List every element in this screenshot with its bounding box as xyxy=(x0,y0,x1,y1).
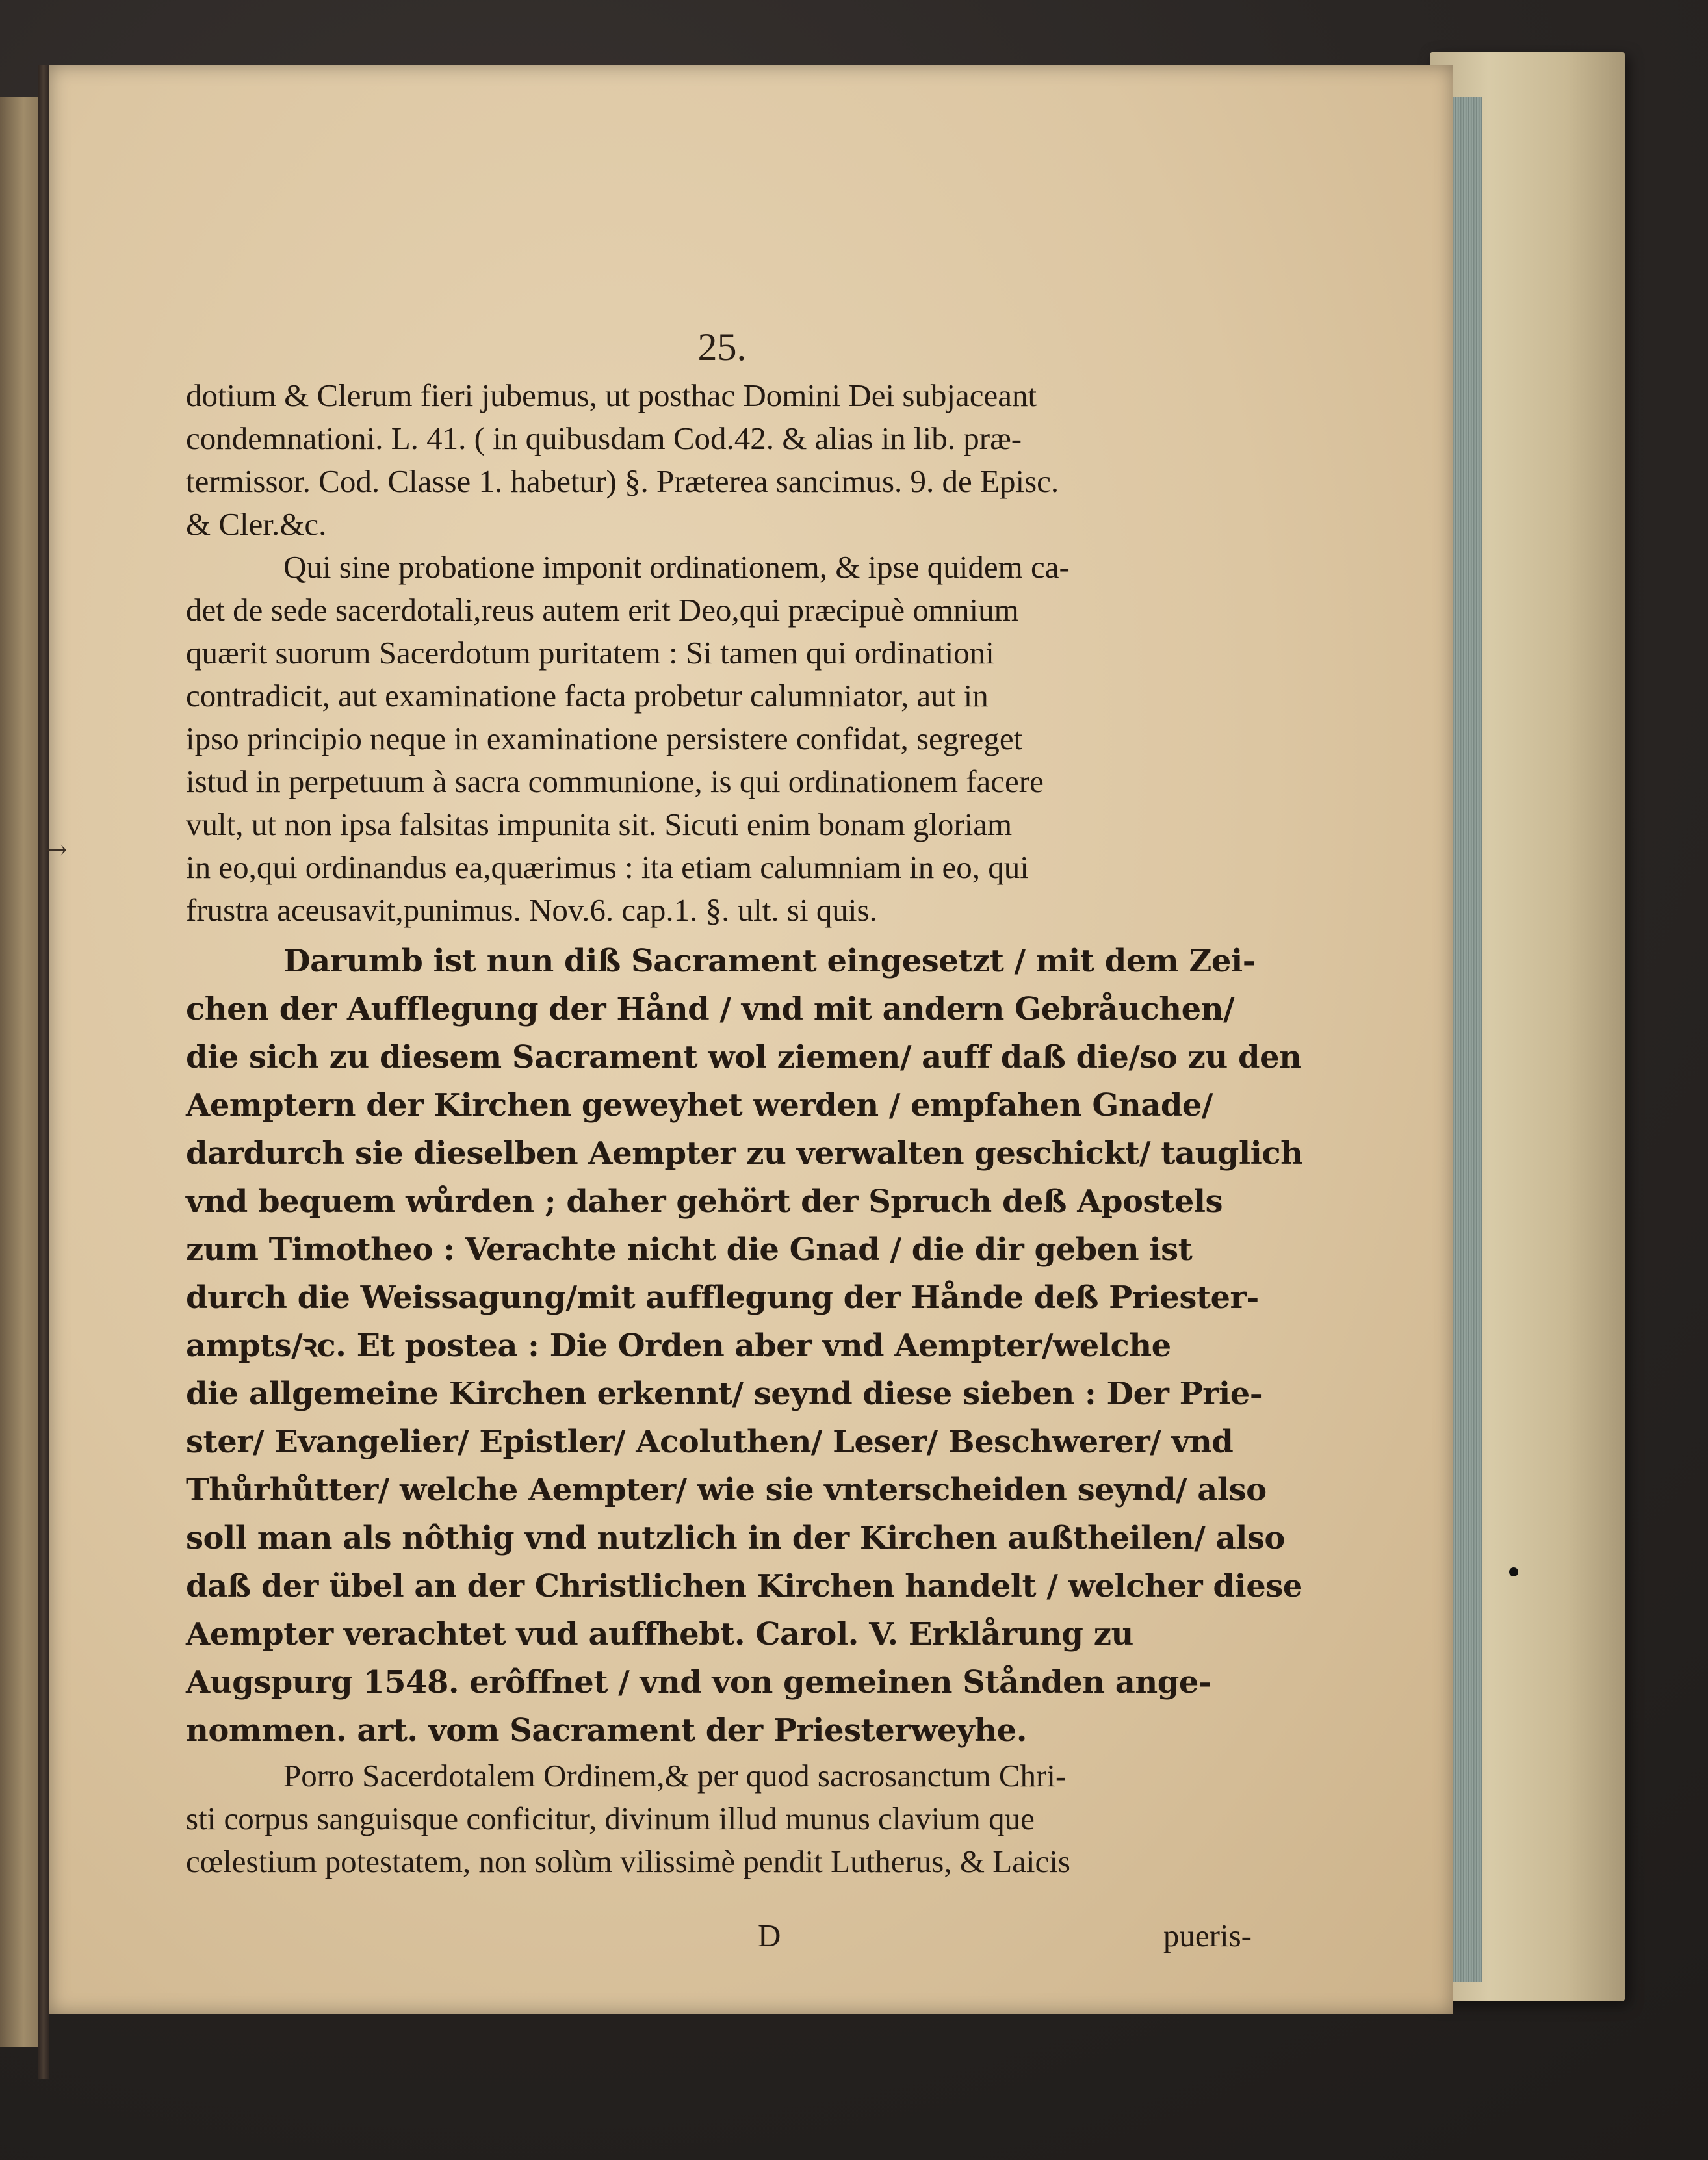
text-line: dotium & Clerum fieri jubemus, ut posthac Domini Dei subjaceant xyxy=(186,378,1037,413)
text-block xyxy=(186,331,1303,1883)
text-line: quærit suorum Sacerdotum puritatem : Si tamen qui ordinationi xyxy=(186,635,994,671)
text-line: condemnationi. L. 41. ( in quibusdam Cod.42. & alias in lib. præ- xyxy=(186,420,1022,456)
german-paragraph xyxy=(186,937,1303,1755)
text-line: cœlestium potestatem, non solùm vilissimè pendit Lutherus, & Laicis xyxy=(186,1844,1070,1879)
text-line: Aempter verachtet vud auffhebt. Carol. V. Erklårung zu xyxy=(186,1616,1133,1652)
text-line: Aemptern der Kirchen geweyhet werden / empfahen Gnade/ xyxy=(186,1087,1213,1124)
text-line: daß der übel an der Christlichen Kirchen handelt / welcher diese xyxy=(186,1568,1302,1604)
text-line: & Cler.&c. xyxy=(186,506,327,542)
left-facing-page xyxy=(0,97,39,2047)
text-line: dardurch sie dieselben Aempter zu verwalten geschickt/ tauglich xyxy=(186,1135,1303,1172)
text-line: frustra aceusavit,punimus. Nov.6. cap.1. §. ult. si quis. xyxy=(186,892,877,928)
latin-paragraph-bottom xyxy=(186,1755,1252,1883)
text-line: nommen. art. vom Sacrament der Priesterweyhe. xyxy=(186,1712,1027,1749)
text-line: durch die Weissagung/mit aufflegung der Hånde deß Priester- xyxy=(186,1279,1259,1316)
text-line: Darumb ist nun diß Sacrament eingesetzt / mit dem Zei- xyxy=(283,943,1256,979)
margin-pointer-icon: → xyxy=(45,835,68,865)
text-line: Qui sine probatione imponit ordinationem, & ipse quidem ca- xyxy=(283,549,1070,585)
book-page xyxy=(49,65,1453,2014)
text-line: ampts/ꝛc. Et postea : Die Orden aber vnd Aempter/welche xyxy=(186,1328,1171,1364)
page-number: 25. xyxy=(697,326,747,368)
text-line: Thůrhůtter/ welche Aempter/ wie sie vnterscheiden seynd/ also xyxy=(186,1472,1267,1508)
text-line: ster/ Evangelier/ Epistler/ Acoluthen/ Leser/ Beschwerer/ vnd xyxy=(186,1424,1234,1460)
signature-mark: D xyxy=(758,1918,781,1953)
text-line: chen der Aufflegung der Hånd / vnd mit andern Gebråuchen/ xyxy=(186,991,1235,1027)
text-line: Porro Sacerdotalem Ordinem,& per quod sacrosanctum Chri- xyxy=(283,1758,1067,1794)
catchword: pueris- xyxy=(1163,1918,1252,1953)
text-line: zum Timotheo : Verachte nicht die Gnad / die dir geben ist xyxy=(186,1231,1193,1268)
latin-paragraph-middle xyxy=(186,546,1252,932)
text-line: soll man als nôthig vnd nutzlich in der Kirchen außtheilen/ also xyxy=(186,1520,1285,1556)
latin-paragraph-top xyxy=(186,374,1252,546)
text-line: istud in perpetuum à sacra communione, is qui ordinationem facere xyxy=(186,764,1044,799)
text-line: in eo,qui ordinandus ea,quærimus : ita etiam calumniam in eo, qui xyxy=(186,849,1029,885)
text-line: die sich zu diesem Sacrament wol ziemen/ auff daß die/so zu den xyxy=(186,1039,1302,1075)
text-line: sti corpus sanguisque conficitur, divinum illud munus clavium que xyxy=(186,1801,1035,1836)
text-line: contradicit, aut examinatione facta probetur calumniator, aut in xyxy=(186,678,989,714)
text-line: det de sede sacerdotali,reus autem erit Deo,qui præcipuè omnium xyxy=(186,592,1019,628)
spine-gutter xyxy=(38,65,49,2079)
text-line: die allgemeine Kirchen erkennt/ seynd diese sieben : Der Prie- xyxy=(186,1376,1263,1412)
dot-mark xyxy=(1509,1567,1518,1576)
text-line: Augspurg 1548. erôffnet / vnd von gemeinen Stånden ange- xyxy=(186,1664,1211,1701)
text-line: termissor. Cod. Classe 1. habetur) §. Præterea sancimus. 9. de Episc. xyxy=(186,463,1059,499)
text-line: vnd bequem wůrden ; daher gehört der Spruch deß Apostels xyxy=(186,1183,1223,1220)
text-line: vult, ut non ipsa falsitas impunita sit. Sicuti enim bonam gloriam xyxy=(186,806,1013,842)
text-line: ipso principio neque in examinatione persistere confidat, segreget xyxy=(186,721,1023,756)
